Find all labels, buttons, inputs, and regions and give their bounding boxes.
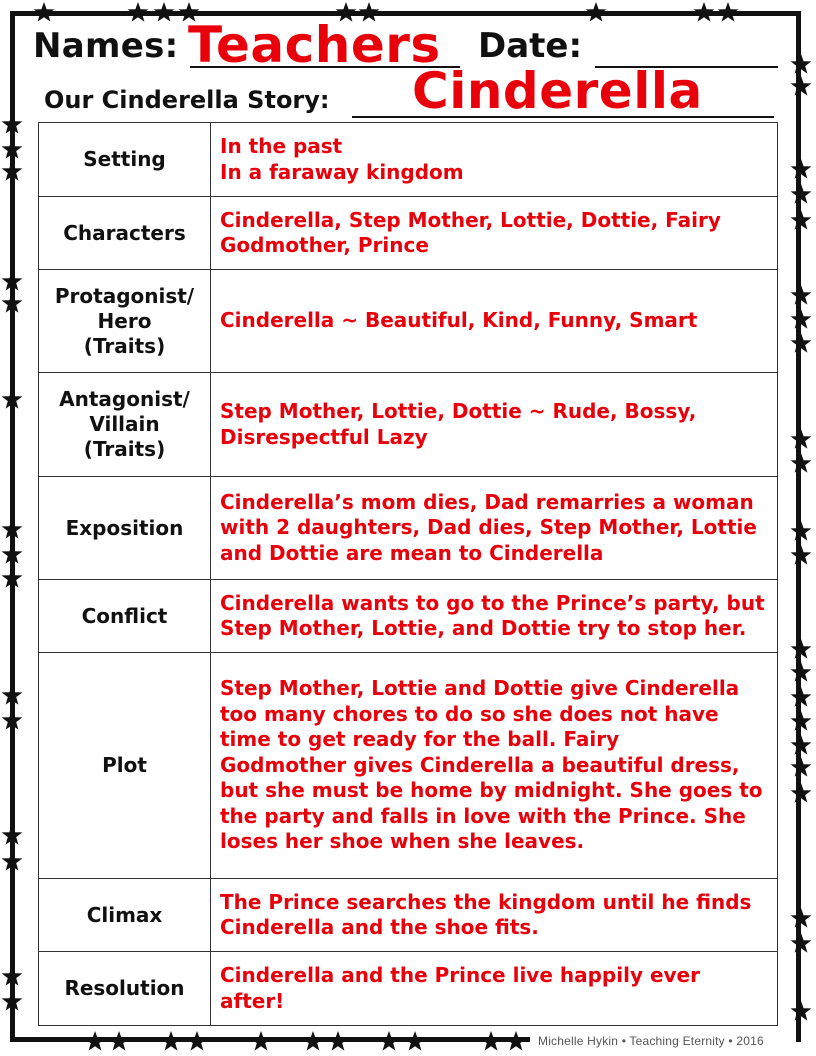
- star-icon: [327, 1030, 349, 1052]
- row-value-line: Step Mother, Lottie, and Dottie try to stop her.: [220, 616, 747, 640]
- star-icon: [790, 661, 812, 683]
- row-label-line: Climax: [86, 902, 163, 927]
- star-icon: [790, 932, 812, 954]
- row-value-line: Godmother, Prince: [220, 233, 429, 257]
- star-icon: [1, 824, 23, 846]
- star-icon: [1, 709, 23, 731]
- star-icon: [790, 1000, 812, 1022]
- row-label-line: Exposition: [65, 515, 184, 540]
- row-value-line: after!: [220, 988, 285, 1013]
- row-value: [211, 197, 778, 270]
- row-label: [39, 580, 211, 653]
- row-label: [39, 879, 211, 952]
- row-value-line: the party and falls in love with the Prince. She: [220, 803, 746, 828]
- star-icon: [790, 428, 812, 450]
- table-row: [39, 653, 778, 879]
- row-value-line: Cinderella’s mom dies, Dad remarries a woman: [220, 489, 754, 514]
- star-icon: [790, 686, 812, 708]
- row-label-line: Conflict: [81, 603, 168, 628]
- row-value: [211, 879, 778, 952]
- star-icon: [302, 1030, 324, 1052]
- row-value-line: Step Mother, Lottie and Dottie give Cinderella: [220, 676, 740, 701]
- star-icon: [378, 1030, 400, 1052]
- row-value: [211, 123, 778, 197]
- date-label: Date:: [478, 26, 583, 66]
- row-value-line: Cinderella wants to go to the Prince’s party, but: [220, 590, 765, 615]
- row-value-line: Cinderella and the Prince live happily ever: [220, 963, 700, 987]
- star-icon: [790, 183, 812, 205]
- story-label: Our Cinderella Story:: [44, 86, 330, 114]
- star-icon: [186, 1030, 208, 1052]
- row-label: [39, 123, 211, 197]
- star-icon: [1, 138, 23, 160]
- star-icon: [790, 907, 812, 929]
- row-value-line: Disrespectful Lazy: [220, 424, 428, 449]
- row-label-line: (Traits): [83, 437, 166, 461]
- row-value-line: The Prince searches the kingdom until he finds: [220, 889, 752, 914]
- star-icon: [790, 53, 812, 75]
- table-row: [39, 580, 778, 653]
- star-icon: [717, 1, 739, 23]
- row-label-line: Villain: [89, 412, 160, 436]
- names-label: Names:: [33, 26, 179, 66]
- row-label-line: Resolution: [64, 976, 185, 1000]
- row-value-line: In the past: [220, 134, 343, 158]
- star-icon: [480, 1030, 502, 1052]
- star-icon: [84, 1030, 106, 1052]
- star-icon: [585, 1, 607, 23]
- star-icon: [1, 684, 23, 706]
- row-value-line: Cinderella and the shoe fits.: [220, 915, 539, 939]
- row-value: [211, 373, 778, 477]
- row-value: [211, 653, 778, 879]
- row-label: [39, 373, 211, 477]
- row-value: [211, 580, 778, 653]
- star-icon: [1, 113, 23, 135]
- row-value-line: with 2 daughters, Dad dies, Step Mother, Lottie: [220, 515, 757, 540]
- row-value-line: Godmother gives Cinderella a beautiful dress,: [220, 752, 740, 777]
- row-label-line: Plot: [102, 753, 147, 777]
- table-row: [39, 197, 778, 270]
- row-label-line: Protagonist/: [54, 283, 195, 308]
- star-icon: [790, 734, 812, 756]
- row-value-line: but she must be home by midnight. She goes to: [220, 778, 763, 803]
- star-icon: [790, 710, 812, 732]
- star-icon: [127, 1, 149, 23]
- row-label: [39, 270, 211, 373]
- row-value-line: In a faraway kingdom: [220, 159, 464, 184]
- star-icon: [1, 850, 23, 872]
- row-label: [39, 952, 211, 1026]
- star-icon: [1, 270, 23, 292]
- star-icon: [1, 160, 23, 182]
- star-icon: [108, 1030, 130, 1052]
- row-value: [211, 270, 778, 373]
- star-icon: [1, 388, 23, 410]
- star-icon: [33, 1, 55, 23]
- row-label: [39, 653, 211, 879]
- table-row: [39, 270, 778, 373]
- star-icon: [250, 1030, 272, 1052]
- star-icon: [153, 1, 175, 23]
- star-icon: [1, 965, 23, 987]
- footer-credit: Michelle Hykin • Teaching Eternity • 2016: [538, 1034, 764, 1048]
- row-label-line: (Traits): [83, 333, 166, 358]
- table-row: [39, 879, 778, 952]
- row-value-line: and Dottie are mean to Cinderella: [220, 540, 604, 565]
- star-icon: [790, 158, 812, 180]
- table-row: [39, 373, 778, 477]
- row-label-line: Characters: [63, 220, 186, 245]
- row-value-line: Cinderella, Step Mother, Lottie, Dottie, Fairy: [220, 207, 721, 232]
- star-icon: [404, 1030, 426, 1052]
- row-value: [211, 952, 778, 1026]
- story-elements-table: [38, 122, 778, 1026]
- star-icon: [790, 782, 812, 804]
- star-icon: [790, 209, 812, 231]
- row-value-line: loses her shoe when she leaves.: [220, 829, 585, 854]
- row-value-line: Cinderella ~ Beautiful, Kind, Funny, Smart: [220, 308, 698, 333]
- star-icon: [790, 520, 812, 542]
- star-icon: [505, 1030, 527, 1052]
- star-icon: [790, 452, 812, 474]
- star-icon: [1, 543, 23, 565]
- star-icon: [1, 567, 23, 589]
- row-value-line: too many chores to do so she does not have: [220, 701, 719, 726]
- table-row: [39, 477, 778, 580]
- star-icon: [790, 332, 812, 354]
- row-label-line: Setting: [83, 147, 166, 171]
- star-icon: [790, 638, 812, 660]
- row-value-line: Step Mother, Lottie, Dottie ~ Rude, Bossy,: [220, 399, 697, 423]
- row-label: [39, 197, 211, 270]
- story-value: Cinderella: [412, 62, 703, 120]
- star-icon: [790, 756, 812, 778]
- star-icon: [160, 1030, 182, 1052]
- row-value: [211, 477, 778, 580]
- star-icon: [1, 518, 23, 540]
- row-label-line: Hero: [97, 308, 152, 333]
- row-label-line: Antagonist/: [59, 387, 190, 411]
- star-icon: [790, 284, 812, 306]
- star-icon: [1, 990, 23, 1012]
- star-icon: [790, 75, 812, 97]
- row-label: [39, 477, 211, 580]
- row-value-line: time to get ready for the ball. Fairy: [220, 727, 620, 752]
- table-row: [39, 123, 778, 197]
- star-icon: [1, 292, 23, 314]
- star-icon: [790, 544, 812, 566]
- star-icon: [693, 1, 715, 23]
- table-row: [39, 952, 778, 1026]
- names-value: Teachers: [188, 16, 441, 74]
- star-icon: [790, 308, 812, 330]
